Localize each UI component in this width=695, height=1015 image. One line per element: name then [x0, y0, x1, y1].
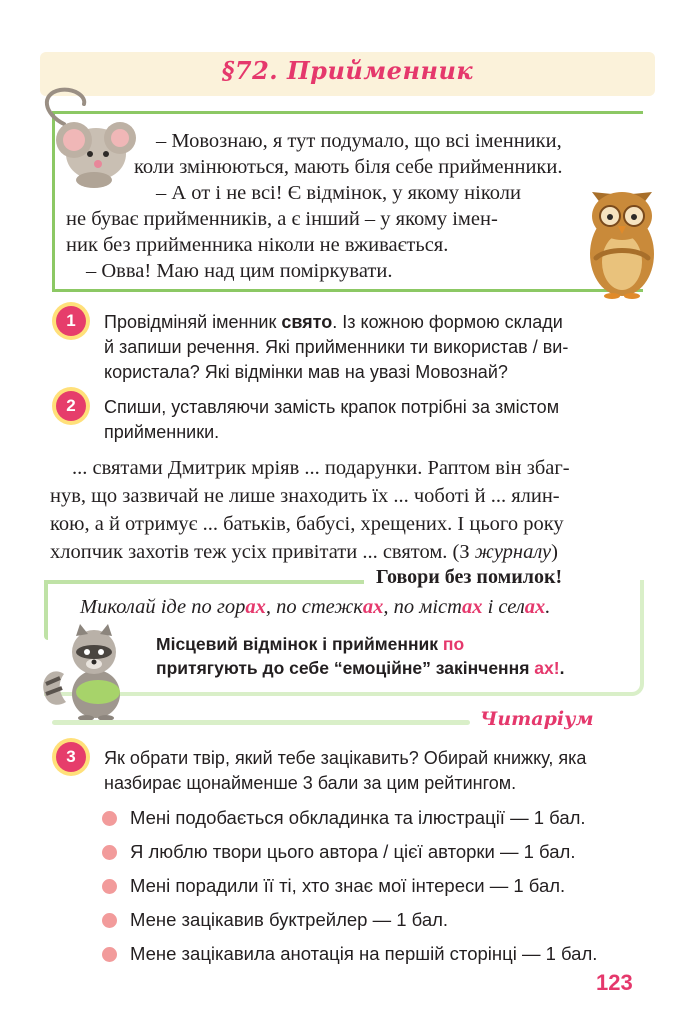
task-3-line-1: Як обрати твір, який тебе зацікавить? Обирай книжку, яка	[104, 748, 587, 768]
speak-rule-line-2: притягують до себе “емоційне” закінчення ах!.	[156, 658, 565, 678]
example-line-3: кою, а й отримує ... батьків, бабусі, хрещених. І цього року	[50, 513, 564, 535]
bullet-dot	[102, 811, 117, 826]
page-title: §72. Прийменник	[221, 56, 474, 85]
speak-frame-top	[44, 580, 364, 584]
task-1-badge: 1	[56, 306, 86, 336]
bullet-dot	[102, 947, 117, 962]
example-line-1: ... святами Дмитрик мріяв ... подарунки. Раптом він збаг-	[72, 457, 570, 479]
rating-item-4: Мене зацікавив буктрейлер — 1 бал.	[130, 909, 449, 930]
rating-item-1: Мені подобається обкладинка та ілюстрації — 1 бал.	[130, 807, 586, 828]
task-2-line-1: Спиши, уставляючи замість крапок потрібні за змістом	[104, 397, 560, 417]
rating-item-2: Я люблю твори цього автора / цієї авторки — 1 бал.	[130, 841, 576, 862]
raccoon-illustration	[36, 622, 136, 722]
rating-item-5: Мене зацікавила анотація на першій сторінці — 1 бал.	[130, 943, 598, 964]
reading-divider	[52, 720, 470, 725]
task-3-line-2: назбирає щонайменше 3 бали за цим рейтингом.	[104, 773, 517, 793]
bullet-dot	[102, 845, 117, 860]
task-1-line-3: користала? Які відмінки мав на увазі Мовознай?	[104, 362, 508, 382]
speak-heading: Говори без помилок!	[376, 566, 563, 588]
dialog-line-4: не буває прийменників, а є інший – у якому імен-	[66, 208, 498, 230]
task-2-line-2: прийменники.	[104, 422, 220, 442]
bullet-dot	[102, 879, 117, 894]
task-1-line-2: й запиши речення. Які прийменники ти використав / ви-	[104, 337, 569, 357]
owl-illustration	[582, 178, 662, 300]
dialog-line-3: – А от і не всі! Є відмінок, у якому ніколи	[156, 182, 521, 204]
example-line-2: нув, що зазвичай не лише знаходить їх ... чоботі й ... ялин-	[50, 485, 560, 507]
example-line-4: хлопчик захотів теж усіх привітати ... святом. (З журналу)	[50, 541, 558, 563]
speak-example: Миколай іде по горах, по стежках, по містах і селах.	[80, 596, 551, 618]
mouse-illustration	[34, 84, 146, 192]
task-1-line-1: Провідміняй іменник свято. Із кожною формою склади	[104, 312, 563, 332]
speak-rule-line-1: Місцевий відмінок і прийменник по	[156, 634, 465, 654]
rating-item-3: Мені порадили її ті, хто знає мої інтереси — 1 бал.	[130, 875, 566, 896]
dialog-line-5: ник без прийменника ніколи не вживається.	[66, 234, 449, 256]
task-3-badge: 3	[56, 742, 86, 772]
task-2-badge: 2	[56, 391, 86, 421]
dialog-line-1: – Мовознаю, я тут подумало, що всі іменники,	[156, 130, 562, 152]
bullet-dot	[102, 913, 117, 928]
dialog-line-2: коли змінюються, мають біля себе прийменники.	[134, 156, 563, 178]
dialog-line-6: – Овва! Маю над цим поміркувати.	[86, 260, 393, 282]
page-number: 123	[596, 970, 633, 995]
reading-heading: Читаріум	[480, 708, 594, 730]
